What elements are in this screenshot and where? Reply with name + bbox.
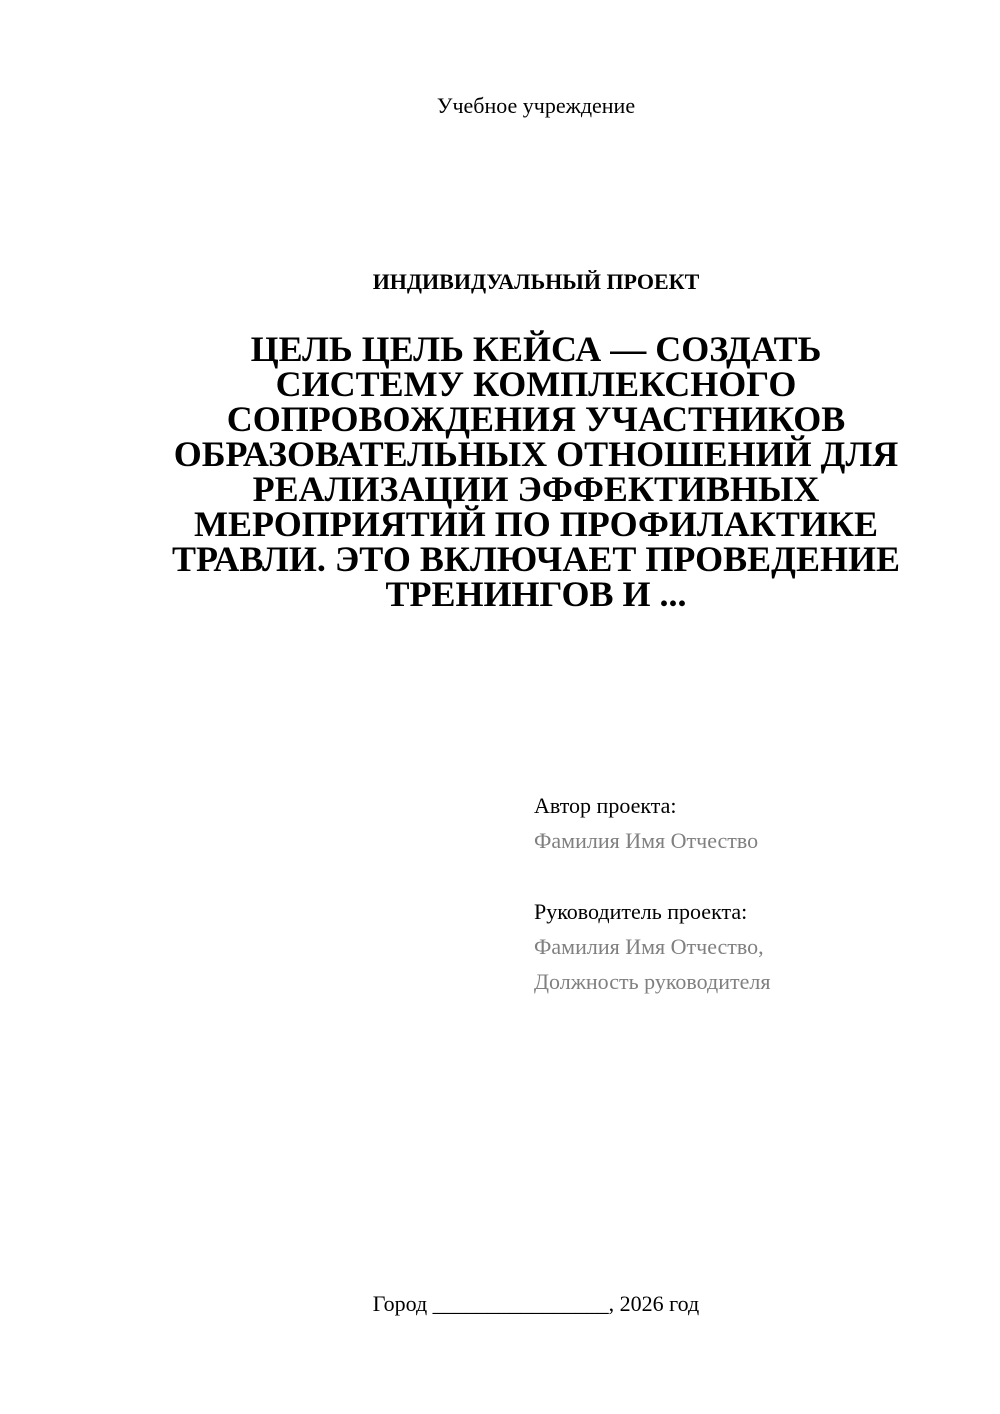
author-name: Фамилия Имя Отчество: [534, 828, 759, 853]
authors-spacer: [534, 858, 974, 894]
author-label: Автор проекта:: [534, 793, 677, 818]
supervisor-label: Руководитель проекта:: [534, 899, 748, 924]
city-year-footer: Город ________________, 2026 год: [372, 1291, 700, 1316]
authors-block: [534, 788, 974, 999]
project-type-heading: ИНДИВИДУАЛЬНЫЙ ПРОЕКТ: [372, 269, 700, 294]
supervisor-position: Должность руководителя: [534, 969, 771, 994]
project-title: ЦЕЛЬ ЦЕЛЬ КЕЙСА — СОЗДАТЬ СИСТЕМУ КОМПЛЕКСНОГО СОПРОВОЖДЕНИЯ УЧАСТНИКОВ ОБРАЗОВАТЕЛЬНЫХ ОТНОШЕНИЙ ДЛЯ РЕАЛИЗАЦИИ ЭФФЕКТИВНЫХ МЕРОПРИЯТИЙ ПО ПРОФИЛАКТИКЕ ТРАВЛИ. ЭТО ВКЛЮЧАЕТ ПРОВЕДЕНИЕ ТРЕНИНГОВ И ...: [172, 329, 900, 614]
institution-name: Учебное учреждение: [436, 93, 636, 118]
supervisor-name: Фамилия Имя Отчество,: [534, 934, 764, 959]
